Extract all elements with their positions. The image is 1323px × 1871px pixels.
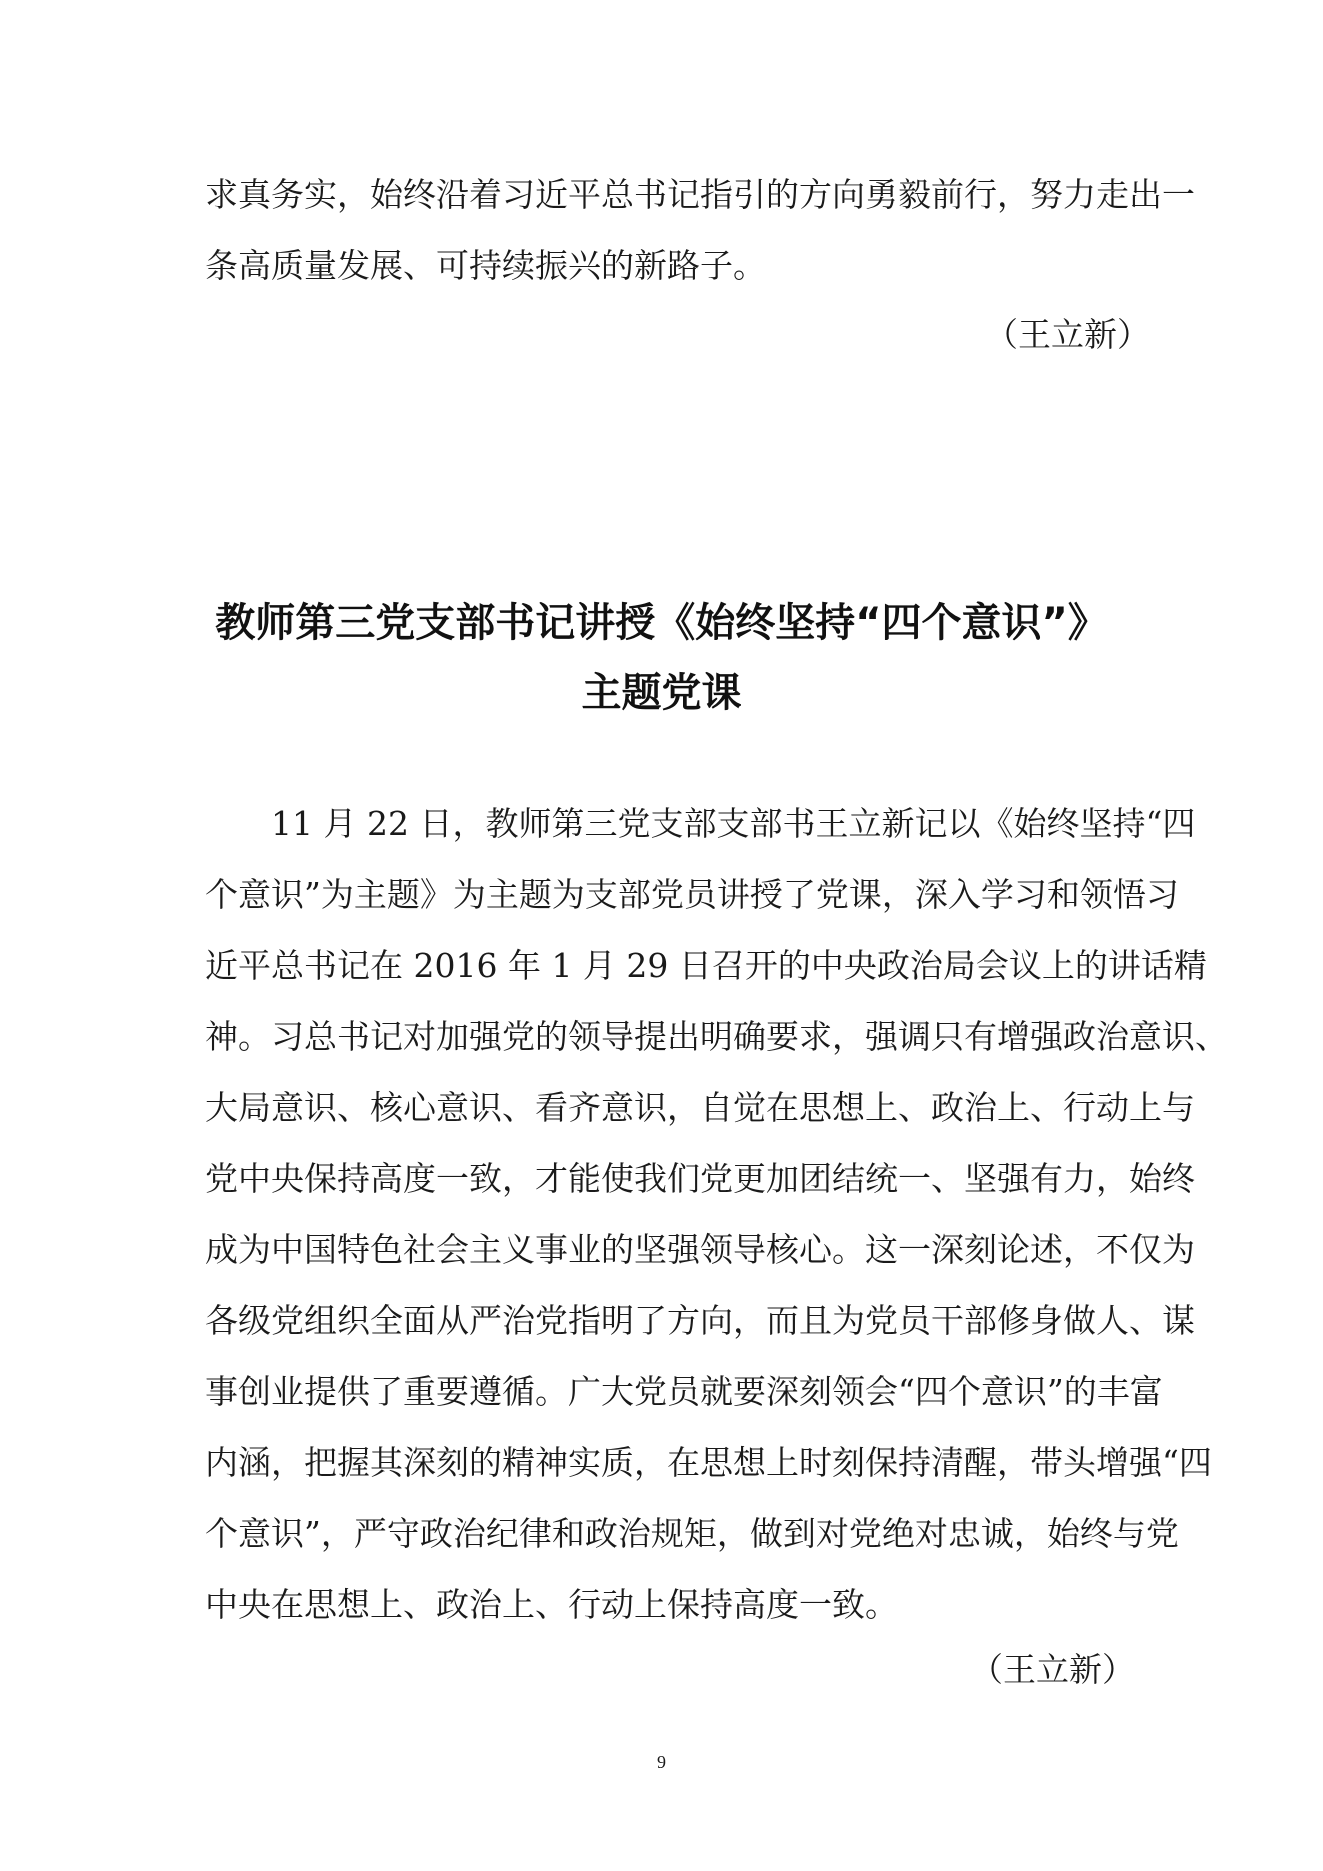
body-line: 个意识”为主题》为主题为支部党员讲授了党课，深入学习和领悟习 [205,875,1179,914]
body-line: 神。习总书记对加强党的领导提出明确要求，强调只有增强政治意识、 [205,1017,1228,1056]
body-line: 大局意识、核心意识、看齐意识，自觉在思想上、政治上、行动上与 [205,1088,1195,1127]
body-line: 近平总书记在 2016 年 1 月 29 日召开的中央政治局会议上的讲话精 [205,946,1207,985]
paragraph-line: 求真务实，始终沿着习近平总书记指引的方向勇毅前行，努力走出一 [205,175,1195,214]
paragraph-line: 条高质量发展、可持续振兴的新路子。 [205,246,766,285]
body-line: 内涵，把握其深刻的精神实质，在思想上时刻保持清醒，带头增强“四 [205,1443,1212,1482]
signature: （王立新） [985,315,1150,354]
body-line: 个意识”，严守政治纪律和政治规矩，做到对党绝对忠诚，始终与党 [205,1514,1179,1553]
signature: （王立新） [970,1650,1135,1689]
body-line: 中央在思想上、政治上、行动上保持高度一致。 [205,1585,898,1624]
article-title-line2: 主题党课 [581,670,742,716]
body-line: 事创业提供了重要遵循。广大党员就要深刻领会“四个意识”的丰富 [205,1372,1163,1411]
body-line: 11 月 22 日，教师第三党支部支部书王立新记以《始终坚持“四 [271,804,1196,843]
body-line: 党中央保持高度一致，才能使我们党更加团结统一、坚强有力，始终 [205,1159,1195,1198]
body-line: 成为中国特色社会主义事业的坚强领导核心。这一深刻论述，不仅为 [205,1230,1195,1269]
article-title: 教师第三党支部书记讲授《始终坚持“四个意识”》 [215,600,1108,646]
page-number: 9 [657,1752,666,1772]
body-line: 各级党组织全面从严治党指明了方向，而且为党员干部修身做人、谋 [205,1301,1195,1340]
